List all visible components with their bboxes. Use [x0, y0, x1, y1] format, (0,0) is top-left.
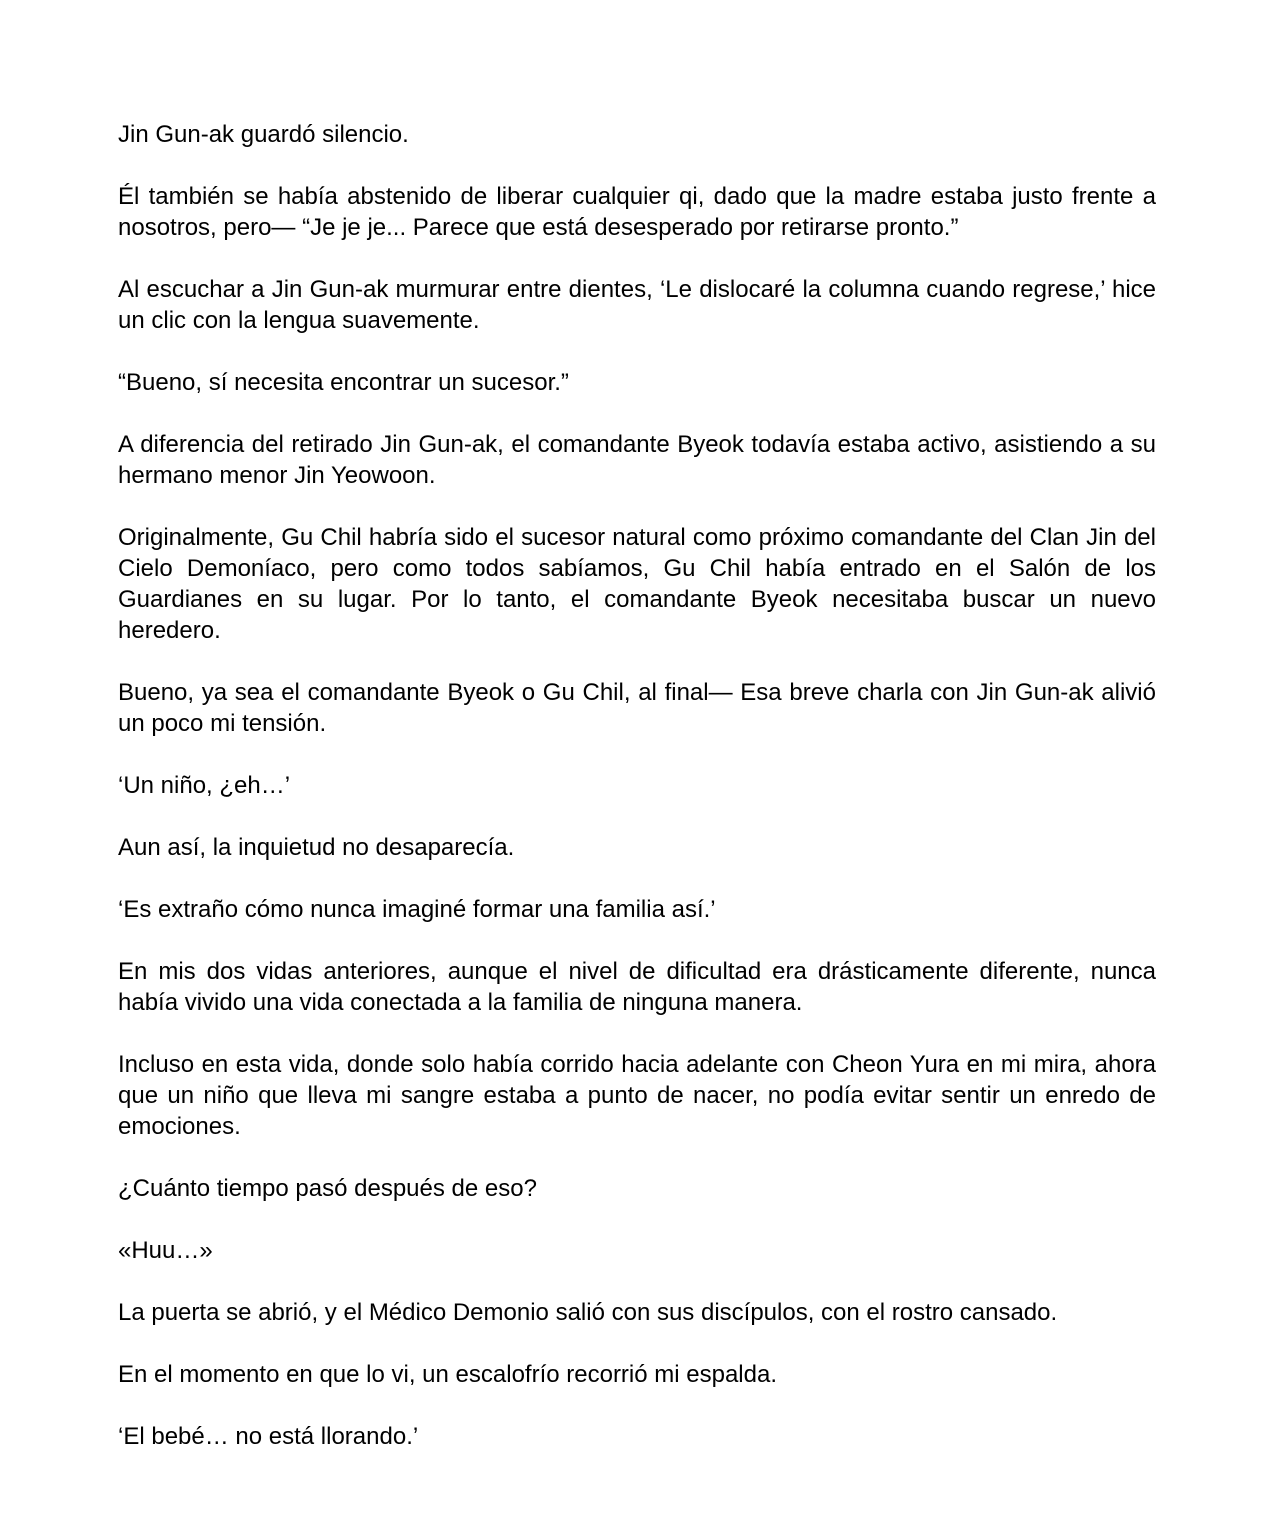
paragraph: ‘Un niño, ¿eh…’: [118, 772, 291, 799]
paragraph: Bueno, ya sea el comandante Byeok o Gu Chil, al final— Esa breve charla con Jin Gun-ak alivió un poco mi tensión.: [118, 679, 1156, 737]
paragraph: “Bueno, sí necesita encontrar un sucesor.”: [118, 369, 569, 396]
paragraph: ¿Cuánto tiempo pasó después de eso?: [118, 1175, 537, 1202]
paragraph: ‘El bebé… no está llorando.’: [118, 1423, 419, 1450]
paragraph: Originalmente, Gu Chil habría sido el sucesor natural como próximo comandante del Clan Jin del Cielo Demoníaco, pero como todos sabíamos, Gu Chil había entrado en el Salón de los Guardianes en su lugar. Por lo tanto, el comandante Byeok necesitaba buscar un nuevo heredero.: [118, 524, 1156, 644]
paragraph: Aun así, la inquietud no desaparecía.: [118, 834, 515, 861]
paragraph: «Huu…»: [118, 1237, 213, 1264]
paragraph: Al escuchar a Jin Gun-ak murmurar entre dientes, ‘Le dislocaré la columna cuando regrese,’ hice un clic con la lengua suavemente.: [118, 276, 1156, 334]
paragraph: Incluso en esta vida, donde solo había corrido hacia adelante con Cheon Yura en mi mira, ahora que un niño que lleva mi sangre estaba a punto de nacer, no podía evitar sentir un enredo de emociones.: [118, 1051, 1156, 1140]
paragraph: En mis dos vidas anteriores, aunque el nivel de dificultad era drásticamente diferente, nunca había vivido una vida conectada a la familia de ninguna manera.: [118, 958, 1156, 1016]
paragraph: La puerta se abrió, y el Médico Demonio salió con sus discípulos, con el rostro cansado.: [118, 1299, 1058, 1326]
body-text: [118, 119, 1156, 1452]
paragraph: En el momento en que lo vi, un escalofrío recorrió mi espalda.: [118, 1361, 778, 1388]
paragraph: Él también se había abstenido de liberar cualquier qi, dado que la madre estaba justo frente a nosotros, pero— “Je je je... Parece que está desesperado por retirarse pronto.”: [118, 183, 1156, 241]
paragraph: ‘Es extraño cómo nunca imaginé formar una familia así.’: [118, 896, 716, 923]
paragraph: A diferencia del retirado Jin Gun-ak, el comandante Byeok todavía estaba activo, asistiendo a su hermano menor Jin Yeowoon.: [118, 431, 1156, 489]
paragraph: Jin Gun-ak guardó silencio.: [118, 121, 409, 148]
